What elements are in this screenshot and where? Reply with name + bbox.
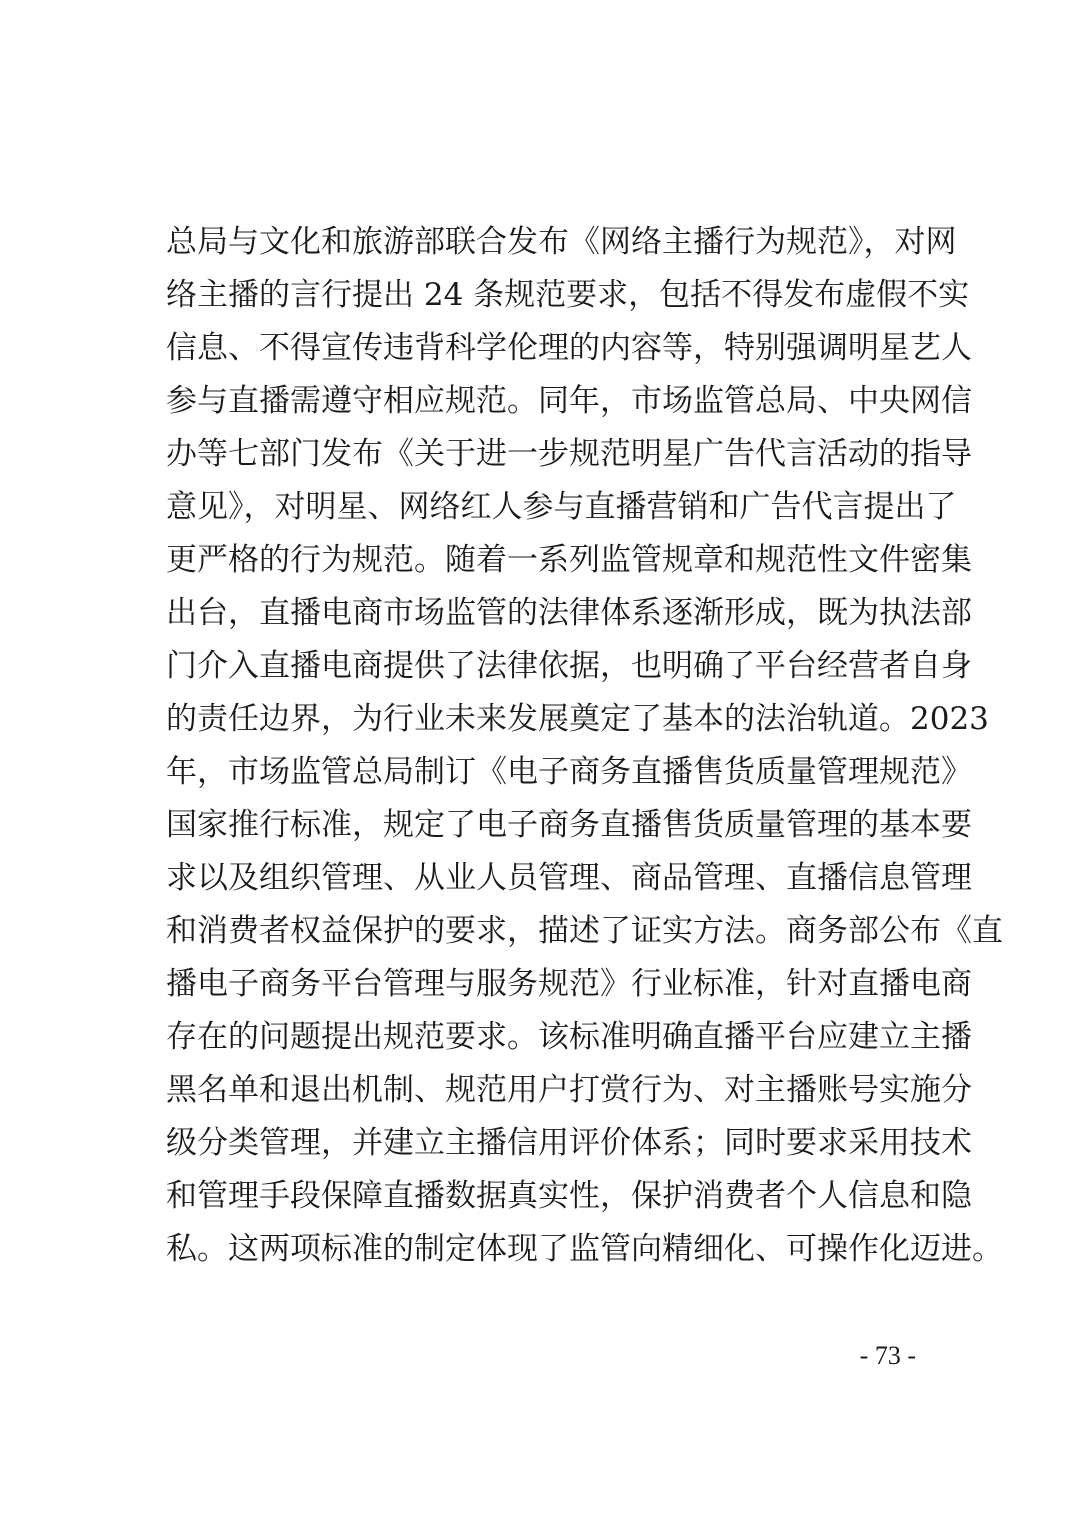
text-line: 存在的问题提出规范要求。该标准明确直播平台应建立主播 — [166, 1019, 972, 1055]
text-line: 国家推行标准，规定了电子商务直播售货质量管理的基本要 — [166, 807, 972, 843]
text-line: 和消费者权益保护的要求，描述了证实方法。商务部公布《直 — [166, 913, 1003, 949]
text-line: 总局与文化和旅游部联合发布《网络主播行为规范》，对网 — [166, 224, 957, 260]
text-line: 播电子商务平台管理与服务规范》行业标准，针对直播电商 — [166, 966, 972, 1002]
text-line: 黑名单和退出机制、规范用户打赏行为、对主播账号实施分 — [166, 1072, 972, 1108]
text-line: 参与直播需遵守相应规范。同年，市场监管总局、中央网信 — [166, 383, 972, 419]
text-line: 信息、不得宣传违背科学伦理的内容等，特别强调明星艺人 — [166, 330, 972, 366]
text-line: 的责任边界，为行业未来发展奠定了基本的法治轨道。2023 — [166, 701, 989, 737]
text-line: 门介入直播电商提供了法律依据，也明确了平台经营者自身 — [166, 648, 972, 684]
text-line: 络主播的言行提出 24 条规范要求，包括不得发布虚假不实 — [166, 277, 970, 313]
text-line: 出台，直播电商市场监管的法律体系逐渐形成，既为执法部 — [166, 595, 972, 631]
text-line: 私。这两项标准的制定体现了监管向精细化、可操作化迈进。 — [166, 1231, 1003, 1267]
text-line: 更严格的行为规范。随着一系列监管规章和规范性文件密集 — [166, 542, 972, 578]
text-line: 年，市场监管总局制订《电子商务直播售货质量管理规范》 — [166, 754, 972, 790]
text-line: 和管理手段保障直播数据真实性，保护消费者个人信息和隐 — [166, 1178, 972, 1214]
text-line: 办等七部门发布《关于进一步规范明星广告代言活动的指导 — [166, 436, 972, 472]
text-line: 意见》，对明星、网络红人参与直播营销和广告代言提出了 — [166, 489, 957, 525]
body-paragraph — [166, 216, 1003, 1276]
text-line: 求以及组织管理、从业人员管理、商品管理、直播信息管理 — [166, 860, 972, 896]
page-number: - 73 - — [859, 1341, 916, 1370]
text-line: 级分类管理，并建立主播信用评价体系；同时要求采用技术 — [166, 1125, 972, 1161]
